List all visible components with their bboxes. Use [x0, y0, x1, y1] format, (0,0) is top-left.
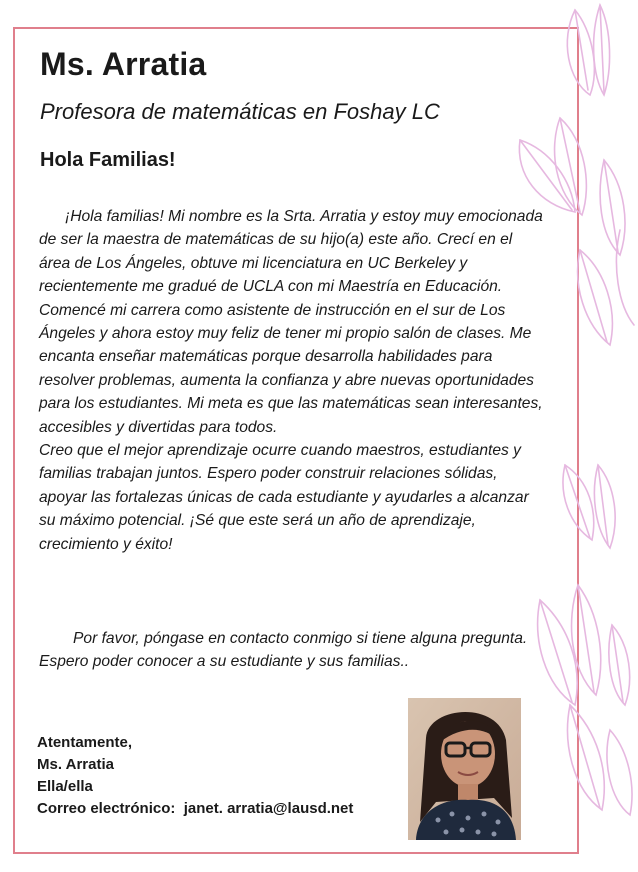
- page-title: Ms. Arratia: [40, 46, 207, 82]
- signature-email-line: [37, 798, 353, 820]
- email-label: Correo electrónico:: [37, 800, 176, 817]
- signature-salutation: Atentamente,: [37, 734, 133, 751]
- email-address[interactable]: janet. arratia@lausd.net: [183, 800, 354, 817]
- page-subtitle: Profesora de matemáticas en Foshay LC: [40, 99, 440, 124]
- signature-block: [37, 732, 353, 820]
- teacher-photo: [408, 698, 521, 840]
- letter-body: [39, 205, 544, 556]
- signature-pronouns: Ella/ella: [37, 778, 93, 795]
- letter-closing: Por favor, póngase en contacto conmigo si tiene alguna pregunta. Espero poder conocer a su estudiante y sus familias..: [39, 630, 528, 671]
- signature-name: Ms. Arratia: [37, 756, 114, 773]
- letter-paragraph: Comencé mi carrera como asistente de instrucción en el sur de Los Ángeles y ahora estoy muy feliz de tener mi propio salón de clases. Me encanta enseñar matemáticas porque desarrolla habilidades para resolver problemas, aumenta la confianza y abre nuevas oportunidades para los estudiantes. Mi meta es que las matemáticas sean interesantes, accesibles y divertidas para todos.: [39, 301, 543, 436]
- letter-paragraph: ¡Hola familias! Mi nombre es la Srta. Arratia y estoy muy emocionada de ser la maestra de matemáticas de su hijo(a) este año. Crecí en el área de Los Ángeles, obtuve mi licenciatura en UC Berkeley y recientemente me gradué de UCLA con mi Maestría en Educación.: [39, 208, 543, 296]
- greeting-heading: Hola Familias!: [40, 149, 176, 171]
- letter-paragraph: Creo que el mejor aprendizaje ocurre cuando maestros, estudiantes y familias trabajan juntos. Espero poder construir relaciones sólidas, apoyar las fortalezas únicas de cada estudiante y ayudarles a alcanzar su máximo potencial. ¡Sé que este será un año de aprendizaje, crecimiento y éxito!: [39, 442, 529, 553]
